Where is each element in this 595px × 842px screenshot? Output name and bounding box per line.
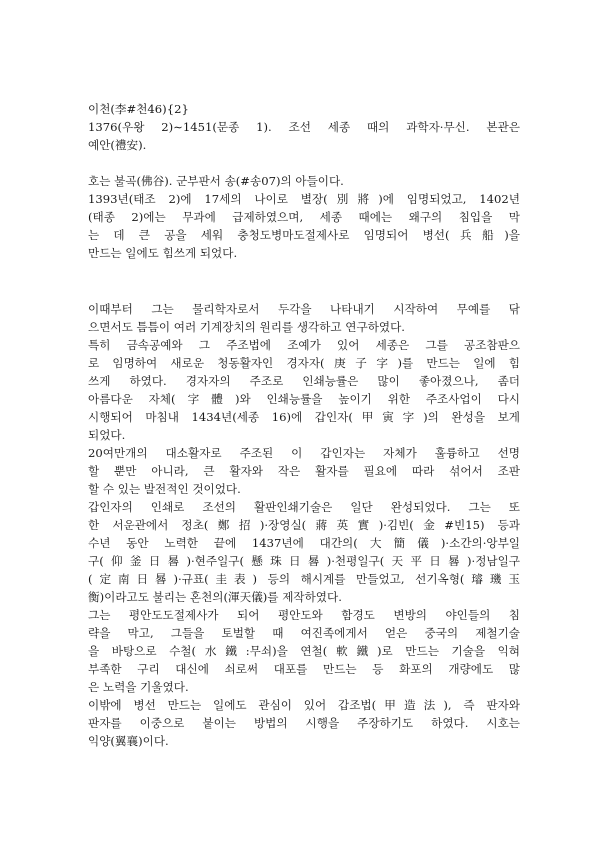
text-line: 익양(翼襄)이다. [88,734,169,748]
text-line: 할 뿐만 아니라, 큰 활자와 작은 활자를 필요에 따라 섞어서 조판 [88,464,520,478]
text-line: 호는 불곡(佛谷). 군부판서 송(#송07)의 아들이다. [88,174,344,188]
text-line: 만드는 일에도 힘쓰게 되었다. [88,246,238,260]
text-line: (定南日晷)·규표(圭表) 등의 해시계를 만들었고, 선기옥형(璿璣玉 [88,572,520,586]
text-line: 은 노력을 기울였다. [88,680,189,694]
text-line: 이때부터 그는 물리학자로서 두각을 나타내기 시작하여 무예를 닦 [88,302,520,316]
text-line: 로 임명하여 새로운 청동활자인 경자자(庚子字)를 만드는 일에 힘 [88,356,520,370]
text-line: 략을 막고, 그들을 토벌할 때 여진족에게서 얻은 중국의 제철기술 [88,626,520,640]
text-line: 을 바탕으로 수철(水鐵:무쇠)을 연철(軟鐵)로 만드는 기술을 익혀 [88,644,520,658]
text-line: 으면서도 틈틈이 여러 기계장치의 원리를 생각하고 연구하였다. [88,320,405,334]
text-line: 20여만개의 대소활자로 주조된 이 갑인자는 자체가 훌륭하고 선명 [88,446,520,460]
text-line: (태종 2)에는 무과에 급제하였으며, 세종 때에는 왜구의 침입을 막 [88,210,520,224]
entry-title: 이천(李#천46){2} [88,102,189,116]
text-line: 1376(우왕 2)∼1451(문종 1). 조선 세종 때의 과학자·무신. 본관은 [88,120,520,134]
text-line: 구(仰釜日晷)·현주일구(懸珠日晷)·천평일구(天平日晷)·정남일구 [88,554,520,568]
text-line: 쓰게 하였다. 경자자의 주조로 인쇄능률은 많이 좋아졌으나, 좀더 [88,374,520,388]
text-line: 시행되어 마침내 1434년(세종 16)에 갑인자(甲寅字)의 완성을 보게 [88,410,520,424]
text-line: 한 서운관에서 정초(鄭招)·장영실(蔣英實)·김빈(金#빈15) 등과 [88,518,520,532]
text-line: 예안(禮安). [88,138,147,152]
text-line: 특히 금속공예와 그 주조법에 조예가 있어 세종은 그를 공조참판으 [88,338,520,352]
text-line: 되었다. [88,428,126,442]
text-line: 1393년(태조 2)에 17세의 나이로 별장(別將)에 임명되었고, 1402년 [88,192,520,206]
text-line: 아름다운 자체(字體)와 인쇄능률을 높이기 위한 주조사업이 다시 [88,392,520,406]
text-line: 그는 평안도도절제사가 되어 평안도와 함경도 변방의 야인들의 침 [88,608,520,622]
text-line: 이밖에 병선 만드는 일에도 관심이 있어 갑조법(甲造法), 즉 판자와 [88,698,520,712]
text-line: 수년 동안 노력한 끝에 1437년에 대간의(大簡儀)·소간의·앙부일 [88,536,520,550]
text-line: 할 수 있는 발전적인 것이었다. [88,482,241,496]
text-line: 衡)이라고도 불리는 혼천의(渾天儀)를 제작하였다. [88,590,342,604]
text-line: 판자를 이중으로 붙이는 방법의 시행을 주장하기도 하였다. 시호는 [88,716,520,730]
text-line: 부족한 구리 대신에 쇠로써 대포를 만드는 등 화포의 개량에도 많 [88,662,520,676]
text-line: 는 데 큰 공을 세워 충청도병마도절제사로 임명되어 병선(兵船)을 [88,228,520,242]
text-line: 갑인자의 인쇄로 조선의 활판인쇄기술은 일단 완성되었다. 그는 또 [88,500,520,514]
